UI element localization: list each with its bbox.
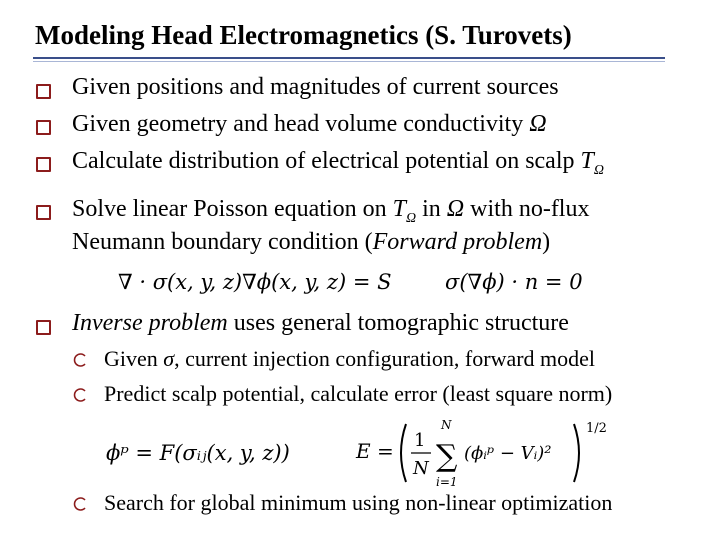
sub-bullet-text-3: Search for global minimum using non-linear optimization <box>104 490 613 515</box>
bullet-text-1 <box>72 74 559 101</box>
t-omega-symbol: $T_\Omega$ <box>392 196 417 226</box>
bullet-square-icon <box>36 82 51 103</box>
sub-bullet-text-1: Given σ, current injection configuration, forward model <box>104 346 596 371</box>
bullet-1-text: Given positions and magnitudes of current sources <box>72 74 559 100</box>
svg-text:N: N <box>413 458 429 479</box>
bullet-text-4: Solve linear Poisson equation on $T_\Omega$ in Ω with no-flux <box>72 196 590 226</box>
sigma-symbol: σ <box>163 346 175 371</box>
bullet-3-text: Calculate distribution of electrical potential on scalp <box>72 148 575 174</box>
bullet-square-icon <box>36 118 51 139</box>
bullet-text-2 <box>72 111 547 138</box>
sub-bullet-circle-icon <box>72 352 88 368</box>
sub-bullet-circle-icon <box>72 496 88 512</box>
svg-text:E =: E = <box>356 439 394 463</box>
svg-text:1: 1 <box>414 430 426 451</box>
error-norm-equation <box>352 410 612 490</box>
svg-text:1/2: 1/2 <box>586 421 607 436</box>
sub-bullet-circle-icon <box>72 387 88 403</box>
bullet-square-icon <box>36 203 51 224</box>
t-omega-symbol: $T_\Omega$ <box>580 148 604 178</box>
boundary-condition-equation: σ(∇ϕ) · n = 0 <box>445 270 583 294</box>
poisson-equation: ∇ · σ(x, y, z)∇ϕ(x, y, z) = S <box>118 270 392 294</box>
forward-model-equation: ϕᵖ = F(σᵢⱼ(x, y, z)) <box>106 441 290 465</box>
svg-text:N: N <box>441 418 452 432</box>
sub-bullet-text-2: Predict scalp potential, calculate error (least square norm) <box>104 381 613 406</box>
omega-symbol: Ω <box>446 196 465 222</box>
bullet-text-3 <box>72 148 604 179</box>
svg-text:(ϕᵢᵖ − Vᵢ)²: (ϕᵢᵖ − Vᵢ)² <box>464 443 552 464</box>
svg-text:i=1: i=1 <box>436 475 458 489</box>
bullet-square-icon <box>36 155 51 176</box>
title-underline <box>33 57 665 59</box>
bullet-square-icon <box>36 318 51 339</box>
slide-title: Modeling Head Electromagnetics (S. Turovets) <box>35 20 572 50</box>
svg-text:∑: ∑ <box>436 439 458 474</box>
bullet-text-inverse: Inverse problem uses general tomographic structure <box>72 310 569 336</box>
omega-symbol: Ω <box>529 111 547 137</box>
bullet-2-text: Given geometry and head volume conductivity <box>72 111 524 137</box>
title-underline-light <box>33 61 665 62</box>
bullet-text-4-continued: Neumann boundary condition (Forward problem) <box>72 229 551 255</box>
